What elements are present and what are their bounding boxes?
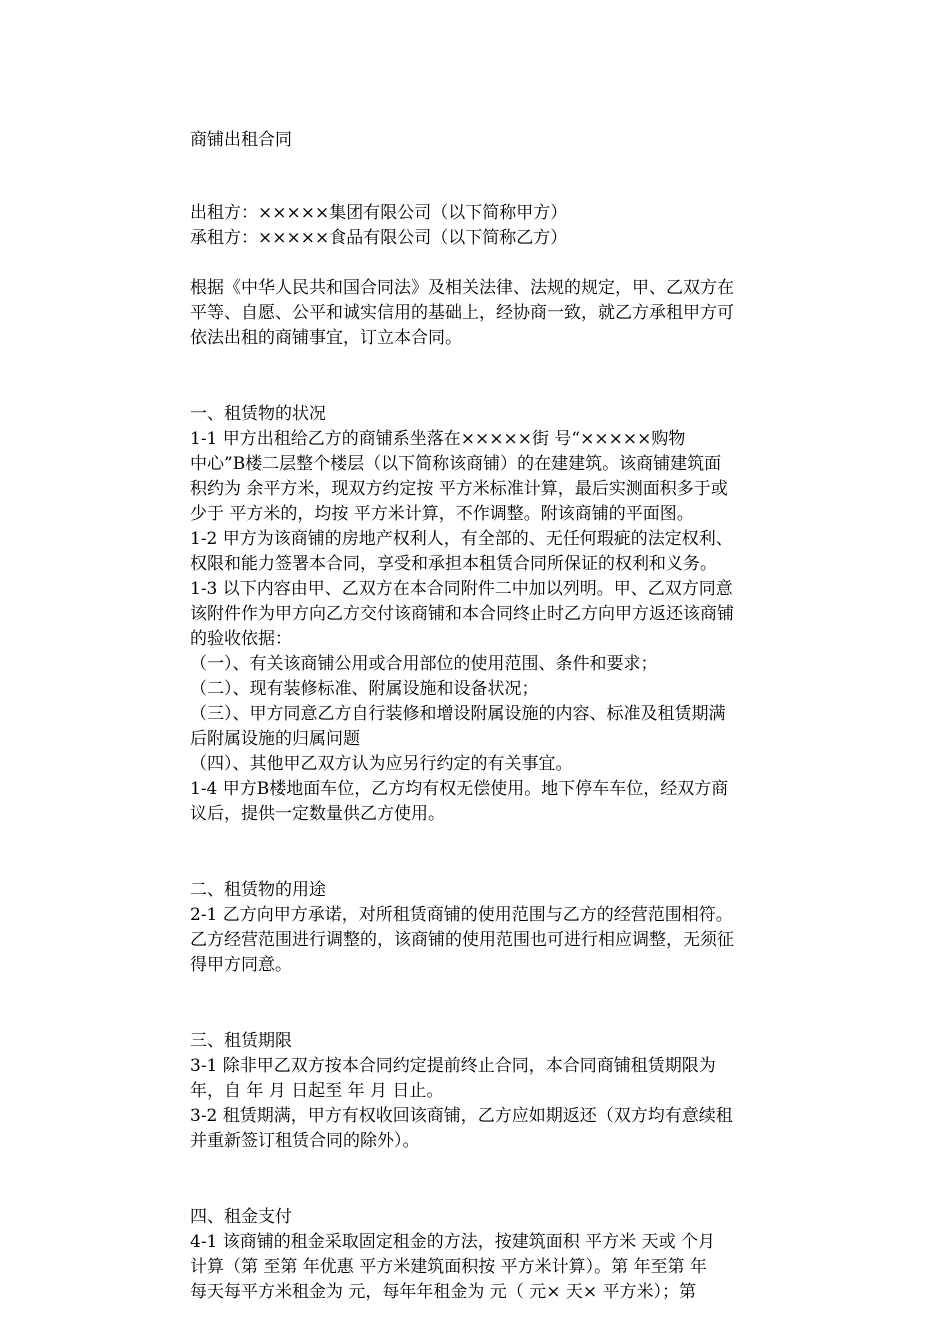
clause-line: 积约为 余平方米，现双方约定按 平方米标准计算，最后实测面积多于或 [190,479,728,499]
clause-line: 1-1 甲方出租给乙方的商铺系坐落在×××××街 号“×××××购物 [190,429,686,449]
clause-line: 2-1 乙方向甲方承诺，对所租赁商铺的使用范围与乙方的经营范围相符。 [190,905,733,925]
clause-line: 并重新签订租赁合同的除外）。 [190,1131,420,1151]
document-title: 商铺出租合同 [190,130,292,150]
clause-line: 后附属设施的归属问题 [190,729,360,749]
preamble-line: 平等、自愿、公平和诚实信用的基础上，经协商一致，就乙方承租甲方可 [190,303,734,323]
clause-line: 该附件作为甲方向乙方交付该商铺和本合同终止时乙方向甲方返还该商铺 [190,604,734,624]
clause-line: 中心”B楼二层整个楼层（以下简称该商铺）的在建建筑。该商铺建筑面 [190,454,722,474]
clause-line: 少于 平方米的，均按 平方米计算，不作调整。附该商铺的平面图。 [190,504,694,524]
clause-line: 的验收依据： [190,629,292,649]
clause-line: （一）、有关该商铺公用或合用部位的使用范围、条件和要求； [190,654,658,674]
section-heading: 四、租金支付 [190,1207,292,1227]
clause-line: 1-4 甲方B楼地面车位，乙方均有权无偿使用。地下停车车位，经双方商 [190,779,729,799]
section-heading: 一、租赁物的状况 [190,404,326,424]
contract-document [190,128,810,1305]
clause-line: 议后，提供一定数量供乙方使用。 [190,804,445,824]
section-heading: 二、租赁物的用途 [190,880,326,900]
clause-line: 乙方经营范围进行调整的，该商铺的使用范围也可进行相应调整，无须征 [190,930,734,950]
clause-line: 3-2 租赁期满，甲方有权收回该商铺，乙方应如期返还（双方均有意续租 [190,1106,733,1126]
clause-line: 每天每平方米租金为 元，每年年租金为 元（ 元× 天× 平方米）；第 [190,1282,697,1302]
clause-line: 权限和能力签署本合同，享受和承担本租赁合同所保证的权利和义务。 [190,554,717,574]
clause-line: （二）、现有装修标准、附属设施和设备状况； [190,679,539,699]
clause-line: （三）、甲方同意乙方自行装修和增设附属设施的内容、标准及租赁期满 [190,704,726,724]
lessor-line: 出租方：×××××集团有限公司（以下简称甲方） [190,203,568,223]
clause-line: （四）、其他甲乙双方认为应另行约定的有关事宜。 [190,754,573,774]
clause-line: 3-1 除非甲乙双方按本合同约定提前终止合同，本合同商铺租赁期限为 [190,1056,716,1076]
clause-line: 1-3 以下内容由甲、乙双方在本合同附件二中加以列明。甲、乙双方同意 [190,579,733,599]
clause-line: 1-2 甲方为该商铺的房地产权利人，有全部的、无任何瑕疵的法定权利、 [190,529,733,549]
clause-line: 得甲方同意。 [190,955,292,975]
lessee-line: 承租方：×××××食品有限公司（以下简称乙方） [190,228,568,248]
clause-line: 年，自 年 月 日起至 年 月 日止。 [190,1081,444,1101]
clause-line: 4-1 该商铺的租金采取固定租金的方法，按建筑面积 平方米 天或 个月 [190,1232,715,1252]
preamble-line: 根据《中华人民共和国合同法》及相关法律、法规的规定，甲、乙双方在 [190,278,734,298]
section-heading: 三、租赁期限 [190,1031,292,1051]
preamble-line: 依法出租的商铺事宜，订立本合同。 [190,328,462,348]
clause-line: 计算（第 至第 年优惠 平方米建筑面积按 平方米计算）。第 年至第 年 [190,1257,707,1277]
